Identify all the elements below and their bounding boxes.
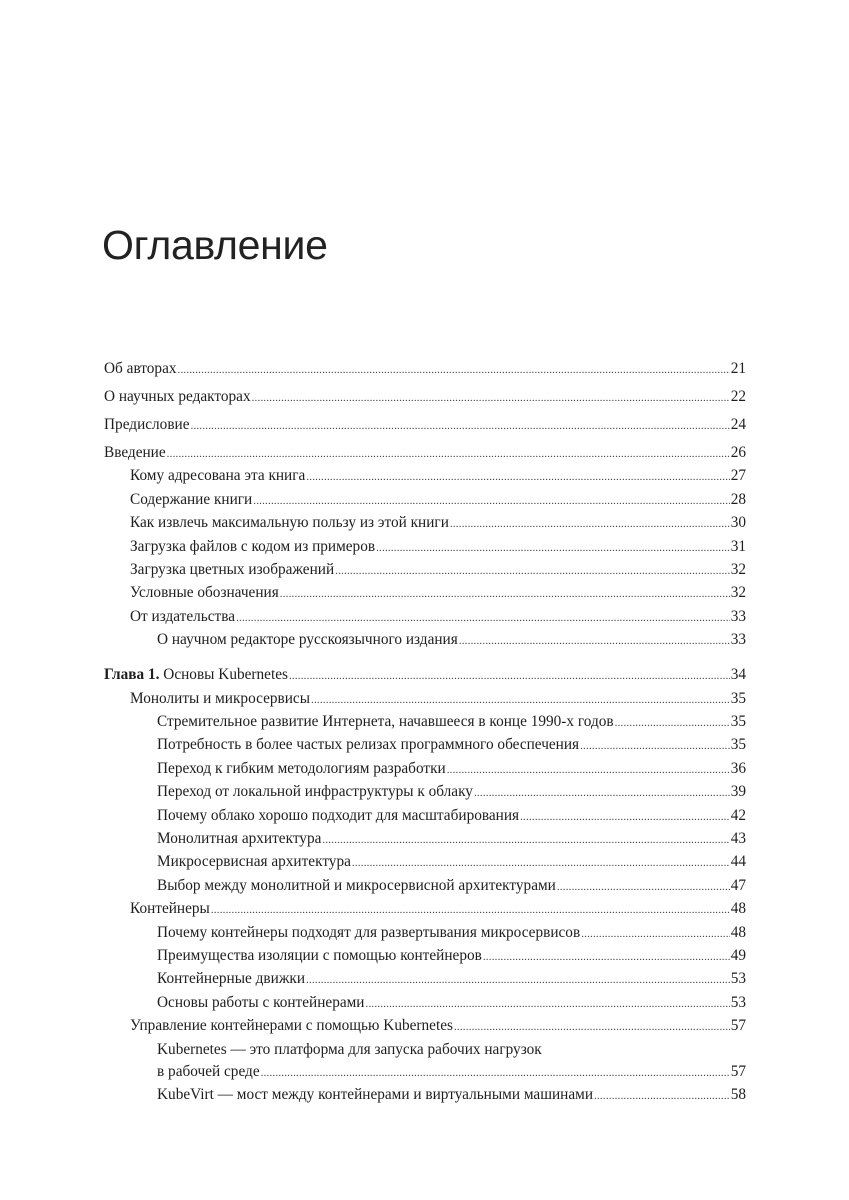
toc-entry-title [130, 465, 305, 487]
toc-entry-title [157, 711, 614, 733]
toc-entry-text: Потребность в более частых релизах программного обеспечения [157, 736, 580, 754]
dot-leader [474, 781, 730, 804]
dot-leader [615, 711, 730, 734]
toc-entry-text: Почему облако хорошо подходит для масштабирования [157, 806, 520, 824]
toc-entry[interactable] [104, 851, 746, 874]
toc-entry-title [104, 664, 288, 686]
dot-leader [178, 358, 730, 381]
toc-entry[interactable] [104, 758, 746, 781]
toc-entry-title [157, 629, 458, 651]
toc-page-number: 48 [730, 923, 746, 941]
toc-page-number: 34 [730, 666, 746, 684]
dot-leader [253, 489, 729, 512]
toc-entry-title [157, 922, 580, 944]
toc-entry-title [157, 734, 579, 756]
toc-entry[interactable] [104, 1015, 746, 1038]
toc-entry-text: Введение [104, 444, 166, 461]
toc-page-number: 33 [730, 631, 746, 649]
toc-entry[interactable] [104, 442, 746, 465]
toc-entry-text: Переход к гибким методологиям разработки [157, 759, 446, 777]
dot-leader [376, 536, 730, 559]
dot-leader [280, 582, 730, 605]
toc-entry-text: KubeVirt — мост между контейнерами и виртуальными машинами [157, 1086, 594, 1104]
toc-entry-title [157, 851, 351, 873]
toc-page-number: 24 [730, 416, 746, 433]
toc-entry[interactable] [104, 512, 746, 535]
toc-page-number: 36 [730, 759, 746, 777]
toc-page-number: 58 [730, 1086, 746, 1104]
toc-page-number: 47 [730, 876, 746, 894]
toc-entry-title [130, 489, 252, 511]
toc-entry-multiline[interactable] [104, 1039, 746, 1085]
toc-entry-text: Переход от локальной инфраструктуры к облаку [157, 783, 473, 801]
toc-entry-title [157, 945, 482, 967]
toc-page-number: 26 [730, 444, 746, 461]
toc-entry-title [104, 386, 251, 408]
table-of-contents [104, 358, 746, 1108]
dot-leader [581, 922, 730, 945]
toc-entry-title [104, 414, 190, 436]
toc-entry-text: Загрузка цветных изображений [130, 561, 335, 579]
dot-leader [306, 465, 729, 488]
toc-entry[interactable] [104, 898, 746, 921]
toc-entry-title [157, 1061, 260, 1083]
toc-entry-text: Об авторах [104, 360, 177, 377]
toc-page-number: 22 [730, 388, 746, 405]
toc-entry-title [104, 358, 177, 380]
toc-entry-title [157, 758, 446, 780]
toc-entry[interactable] [104, 781, 746, 804]
dot-leader [483, 945, 730, 968]
toc-entry-text: Как извлечь максимальную пользу из этой книги [130, 514, 449, 532]
dot-leader [311, 688, 730, 711]
toc-page-number: 57 [730, 1017, 746, 1035]
dot-leader [322, 828, 729, 851]
page-title: Оглавление [102, 222, 328, 268]
toc-page-number: 32 [730, 584, 746, 602]
toc-entry-title [130, 688, 310, 710]
dot-leader [557, 875, 730, 898]
toc-entry-title-line: Kubernetes — это платформа для запуска рабочих нагрузок [157, 1040, 542, 1058]
toc-entry[interactable] [104, 992, 746, 1015]
toc-entry[interactable] [104, 536, 746, 559]
toc-entry-text: Содержание книги [130, 490, 253, 508]
dot-leader [447, 758, 730, 781]
toc-entry[interactable] [104, 968, 746, 991]
toc-entry[interactable] [104, 489, 746, 512]
dot-leader [580, 734, 730, 757]
dot-leader [167, 442, 730, 465]
toc-entry[interactable] [104, 828, 746, 851]
toc-entry-title [157, 1084, 593, 1106]
toc-entry-text: Микросервисная архитектура [157, 853, 351, 871]
toc-entry[interactable] [104, 559, 746, 582]
toc-entry[interactable] [104, 664, 746, 687]
toc-entry-title [157, 968, 305, 990]
toc-entry-title [157, 805, 519, 827]
toc-page-number: 53 [730, 993, 746, 1011]
toc-entry-text: Преимущества изоляции с помощью контейнеров [157, 947, 482, 965]
toc-entry-title [157, 828, 321, 850]
toc-page-number: 44 [730, 853, 746, 871]
toc-entry-text: Стремительное развитие Интернета, начавшееся в конце 1990-х годов [157, 712, 614, 730]
toc-entry-text: Основы работы с контейнерами [157, 993, 365, 1011]
toc-page-number: 33 [730, 607, 746, 625]
toc-page-number: 28 [730, 490, 746, 508]
dot-leader [594, 1084, 730, 1107]
toc-entry[interactable] [104, 875, 746, 898]
toc-page-number: 35 [730, 736, 746, 754]
toc-entry[interactable] [104, 805, 746, 828]
toc-entry-text: Кому адресована эта книга [130, 467, 306, 485]
dot-leader [289, 664, 730, 687]
dot-leader [236, 606, 730, 629]
toc-page-number: 57 [730, 1063, 746, 1081]
toc-entry-text: в рабочей среде [157, 1063, 260, 1081]
toc-entry[interactable] [104, 386, 746, 409]
toc-entry-text: Основы Kubernetes [163, 666, 288, 684]
toc-entry-title [157, 875, 556, 897]
dot-leader [459, 629, 730, 652]
toc-page-number: 27 [730, 467, 746, 485]
toc-entry[interactable] [104, 358, 746, 381]
toc-entry-title [130, 559, 334, 581]
toc-entry-text: Монолитная архитектура [157, 830, 322, 847]
dot-leader [261, 1061, 730, 1084]
toc-page-number: 35 [730, 712, 746, 730]
toc-page-number: 42 [730, 806, 746, 824]
toc-entry-title [104, 442, 166, 464]
toc-page-number: 35 [730, 689, 746, 707]
dot-leader [352, 851, 730, 874]
toc-entry[interactable] [104, 734, 746, 757]
toc-entry[interactable] [104, 711, 746, 734]
toc-entry-text: Управление контейнерами с помощью Kubernetes [130, 1017, 453, 1035]
toc-entry-title [130, 512, 449, 534]
toc-entry-text: Условные обозначения [130, 584, 279, 602]
toc-entry[interactable] [104, 582, 746, 605]
toc-entry[interactable] [104, 465, 746, 488]
toc-entry-title [157, 992, 365, 1014]
toc-entry[interactable] [104, 922, 746, 945]
toc-entry-text: Контейнерные движки [157, 970, 306, 988]
toc-entry-text: Почему контейнеры подходят для развертывания микросервисов [157, 923, 581, 941]
toc-entry-title [130, 898, 210, 920]
toc-page-number: 48 [730, 900, 746, 918]
dot-leader [520, 805, 730, 828]
toc-page-number: 43 [730, 830, 746, 847]
toc-entry[interactable] [104, 1084, 746, 1107]
toc-entry[interactable] [104, 629, 746, 652]
toc-entry-title [130, 536, 375, 558]
toc-entry[interactable] [104, 688, 746, 711]
dot-leader [450, 512, 730, 535]
dot-leader [211, 898, 730, 921]
toc-entry-title [130, 1015, 453, 1037]
dot-leader [252, 386, 730, 409]
chapter-label: Глава 1. [104, 666, 160, 684]
toc-entry-title [130, 606, 235, 628]
toc-entry-title [157, 781, 473, 803]
toc-page-number: 31 [730, 537, 746, 555]
dot-leader [306, 968, 730, 991]
dot-leader [191, 414, 730, 437]
toc-entry[interactable] [104, 606, 746, 629]
toc-page-number: 30 [730, 514, 746, 532]
toc-entry-text: Предисловие [104, 416, 190, 433]
dot-leader [454, 1015, 730, 1038]
toc-entry-text: От издательства [130, 607, 236, 625]
toc-page-number: 49 [730, 947, 746, 965]
toc-entry[interactable] [104, 414, 746, 437]
toc-entry-text: Монолиты и микросервисы [130, 689, 310, 707]
dot-leader [366, 992, 730, 1015]
toc-page-number: 21 [730, 360, 746, 377]
toc-entry-text: Контейнеры [130, 900, 210, 918]
toc-entry[interactable] [104, 945, 746, 968]
toc-entry-text: О научном редакторе русскоязычного издания [157, 631, 458, 649]
dot-leader [335, 559, 730, 582]
toc-entry[interactable] [157, 1061, 746, 1084]
toc-entry-text: О научных редакторах [104, 388, 251, 405]
toc-page-number: 39 [730, 783, 746, 801]
toc-entry-title [130, 582, 279, 604]
toc-page-number: 32 [730, 561, 746, 579]
toc-page-number: 53 [730, 970, 746, 988]
toc-entry-text: Выбор между монолитной и микросервисной архитектурами [157, 876, 556, 894]
toc-entry-text: Загрузка файлов с кодом из примеров [130, 537, 376, 555]
